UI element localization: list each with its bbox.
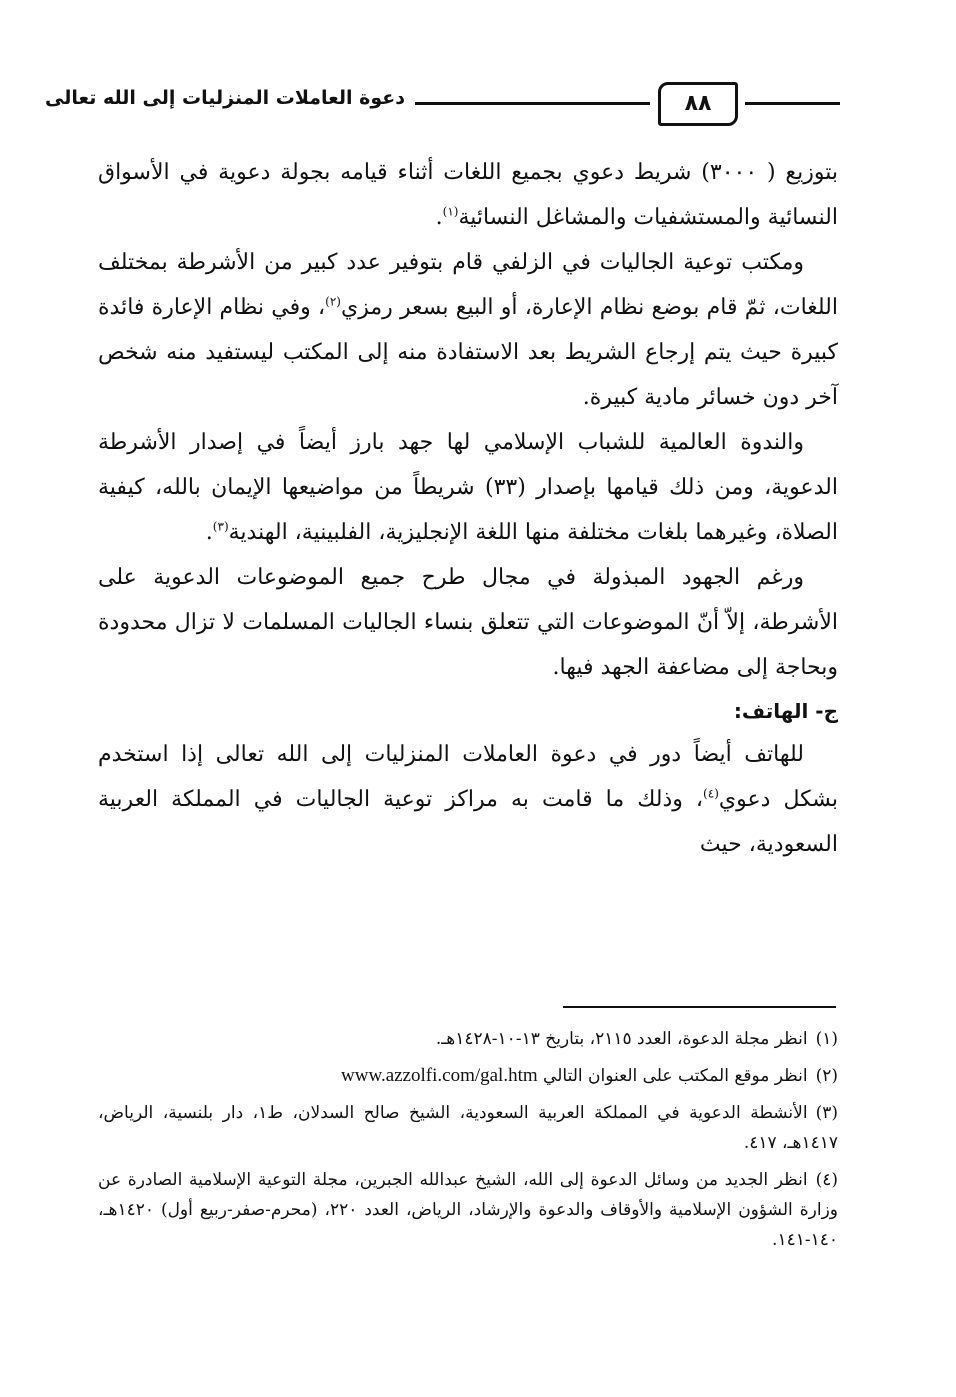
footnote-ref-3: (٣) (212, 519, 229, 534)
footnote-number: (٤) (815, 1170, 838, 1190)
running-title: دعوة العاملات المنزليات إلى الله تعالى (45, 87, 405, 109)
paragraph-2 (98, 240, 838, 420)
footnote-ref-4: (٤) (703, 786, 719, 801)
footnote-text: الأنشطة الدعوية في المملكة العربية السعودية، الشيخ صالح السدلان، ط١، دار بلنسية، الرياض، ١٤١٧هـ، ٤١٧. (98, 1103, 838, 1153)
footnote-2 (98, 1061, 838, 1091)
footnote-text: انظر الجديد من وسائل الدعوة إلى الله، الشيخ عبدالله الجبرين، مجلة التوعية الإسلامية الصادرة عن وزارة الشؤون الإسلامية والأوقاف والدعوة والإرشاد، الرياض، العدد ٢٢٠، (محرم-صفر-ربيع أول) ١٤٢٠هـ، ١٤٠-١٤١. (98, 1170, 838, 1250)
footnote-text: انظر مجلة الدعوة، العدد ٢١١٥، بتاريخ ١٣-١٠-١٤٢٨هـ. (435, 1029, 808, 1049)
footnote-number: (٣) (815, 1103, 839, 1123)
paragraph-3 (98, 420, 838, 555)
footnote-url: www.azzolfi.com/gal.htm (341, 1065, 538, 1086)
footnote-number: (١) (815, 1029, 838, 1049)
header-rule-middle (415, 102, 650, 105)
header-rule-right (745, 102, 840, 105)
paragraph-4 (98, 555, 838, 690)
footnote-ref-1: (١) (442, 204, 459, 219)
paragraph-end: . (205, 520, 213, 545)
paragraph-text: ورغم الجهود المبذولة في مجال طرح جميع الموضوعات الدعوية على الأشرطة، إلاّ أنّ الموضوعات التي تتعلق بنساء الجاليات المسلمات لا تزال محدودة وبحاجة إلى مضاعفة الجهد فيها. (98, 565, 838, 680)
footnote-ref-2: (٢) (325, 294, 341, 309)
paragraph-end: ، وذلك ما قامت به مراكز توعية الجاليات في المملكة العربية السعودية، حيث (98, 787, 838, 857)
page-number: ٨٨ (658, 82, 738, 126)
footnote-3 (98, 1098, 838, 1158)
footnote-separator (563, 1006, 836, 1008)
footnotes (98, 1024, 838, 1262)
paragraph-1 (98, 150, 838, 240)
footnote-text: انظر موقع المكتب على العنوان التالي (543, 1066, 808, 1086)
footnote-1 (98, 1024, 838, 1054)
paragraph-text: والندوة العالمية للشباب الإسلامي لها جهد بارز أيضاً في إصدار الأشرطة الدعوية، ومن ذلك قيامها بإصدار (٣٣) شريطاً من مواضيعها الإيمان بالله، كيفية الصلاة، وغيرهما بلغات مختلفة منها اللغة الإنجليزية، الفلبينية، الهندية (98, 430, 838, 545)
main-text (98, 150, 838, 867)
footnote-4 (98, 1165, 838, 1255)
paragraph-end: . (435, 205, 443, 230)
paragraph-text: ومكتب توعية الجاليات في الزلفي قام بتوفير عدد كبير من الأشرطة بمختلف اللغات، ثمّ قام بوضع نظام الإعارة، أو البيع بسعر رمزي (98, 250, 838, 320)
paragraph-text: بتوزيع ( ٣٠٠٠) شريط دعوي بجميع اللغات أثناء قيامه بجولة دعوية في الأسواق النسائية والمستشفيات والمشاغل النسائية (98, 160, 838, 230)
paragraph-end: ، وفي نظام الإعارة فائدة كبيرة حيث يتم إرجاع الشريط بعد الاستفادة منه إلى المكتب ليستفيد منه شخص آخر دون خسائر مادية كبيرة. (98, 295, 838, 410)
footnote-number: (٢) (815, 1066, 838, 1086)
page-header (45, 80, 840, 130)
paragraph-5 (98, 732, 838, 867)
section-heading: ج- الهاتف: (733, 699, 838, 723)
paragraph-text: للهاتف أيضاً دور في دعوة العاملات المنزليات إلى الله تعالى إذا استخدم بشكل دعوي (98, 742, 839, 812)
